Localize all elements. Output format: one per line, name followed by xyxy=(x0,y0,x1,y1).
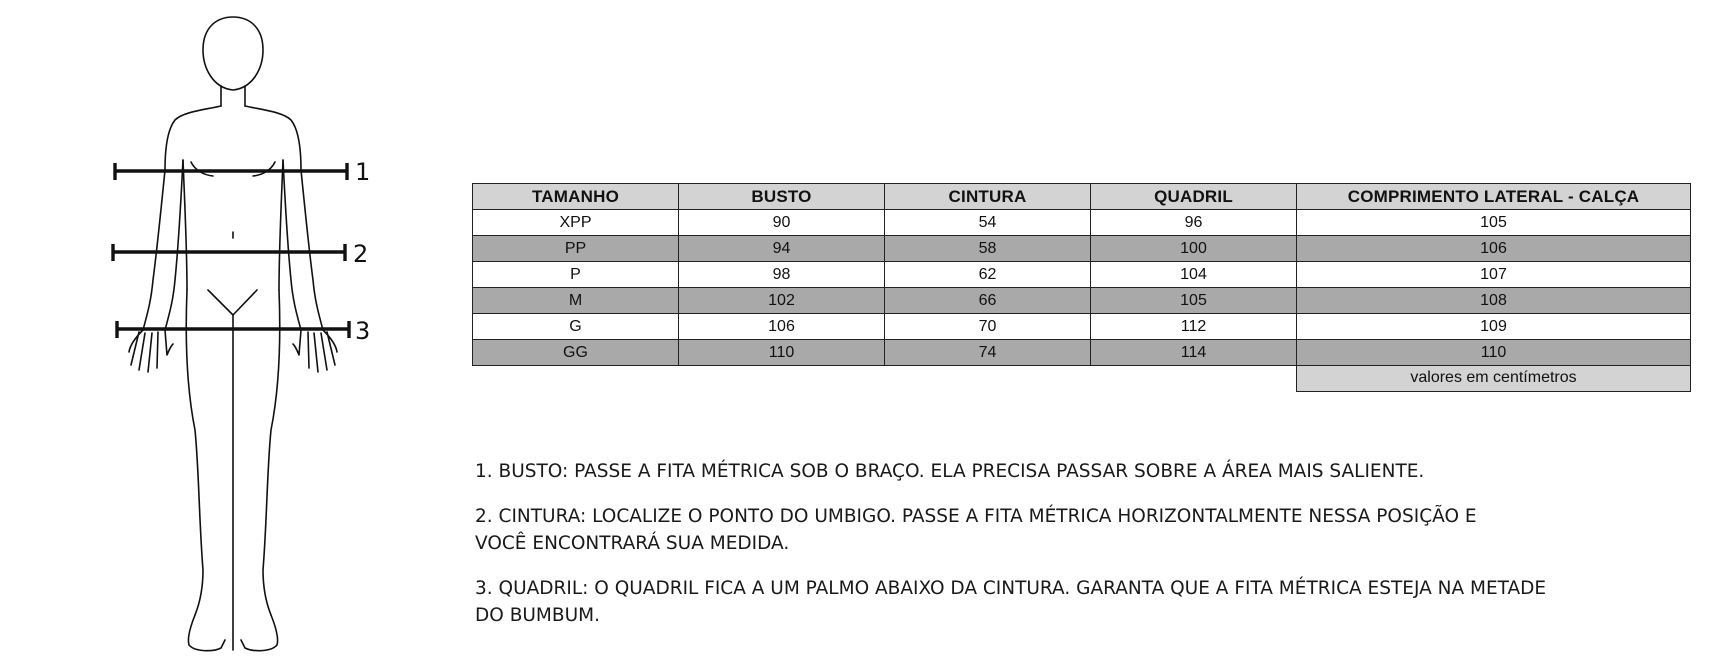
size-table xyxy=(472,183,1691,392)
cell-bust: 90 xyxy=(679,210,885,236)
cell-length: 107 xyxy=(1297,262,1691,288)
body-measurement-figure xyxy=(95,10,375,660)
header-tamanho: TAMANHO xyxy=(473,184,679,210)
instruction-bust: 1. BUSTO: PASSE A FITA MÉTRICA SOB O BRAÇO. ELA PRECISA PASSAR SOBRE A ÁREA MAIS SALIENTE. xyxy=(475,461,1425,482)
measurement-instructions xyxy=(475,458,1595,647)
cell-length: 106 xyxy=(1297,236,1691,262)
cell-size: XPP xyxy=(473,210,679,236)
table-row xyxy=(473,340,1691,366)
cell-hip: 112 xyxy=(1091,314,1297,340)
cell-waist: 62 xyxy=(885,262,1091,288)
cell-size: PP xyxy=(473,236,679,262)
cell-length: 105 xyxy=(1297,210,1691,236)
body-outline xyxy=(129,17,337,651)
header-quadril: QUADRIL xyxy=(1091,184,1297,210)
header-busto: BUSTO xyxy=(679,184,885,210)
table-row xyxy=(473,288,1691,314)
header-cintura: CINTURA xyxy=(885,184,1091,210)
marker-2: 2 xyxy=(353,240,369,268)
cell-bust: 94 xyxy=(679,236,885,262)
table-row xyxy=(473,262,1691,288)
marker-1: 1 xyxy=(355,158,371,186)
cell-bust: 110 xyxy=(679,340,885,366)
cell-waist: 66 xyxy=(885,288,1091,314)
table-row xyxy=(473,210,1691,236)
cell-hip: 114 xyxy=(1091,340,1297,366)
cell-bust: 102 xyxy=(679,288,885,314)
cell-length: 108 xyxy=(1297,288,1691,314)
cell-bust: 98 xyxy=(679,262,885,288)
note-spacer xyxy=(473,366,1297,392)
cell-hip: 104 xyxy=(1091,262,1297,288)
cell-size: G xyxy=(473,314,679,340)
table-header-row xyxy=(473,184,1691,210)
cell-waist: 54 xyxy=(885,210,1091,236)
header-comprimento: COMPRIMENTO LATERAL - CALÇA xyxy=(1297,184,1691,210)
cell-hip: 105 xyxy=(1091,288,1297,314)
cell-size: M xyxy=(473,288,679,314)
table-row xyxy=(473,314,1691,340)
cell-bust: 106 xyxy=(679,314,885,340)
instruction-waist: 2. CINTURA: LOCALIZE O PONTO DO UMBIGO. PASSE A FITA MÉTRICA HORIZONTALMENTE NESSA POSIÇÃO E VOCÊ ENCONTRARÁ SUA MEDIDA. xyxy=(475,506,1477,554)
cell-waist: 58 xyxy=(885,236,1091,262)
cell-waist: 70 xyxy=(885,314,1091,340)
cell-size: GG xyxy=(473,340,679,366)
cell-length: 109 xyxy=(1297,314,1691,340)
table-row xyxy=(473,236,1691,262)
table-note-row xyxy=(473,366,1691,392)
cell-waist: 74 xyxy=(885,340,1091,366)
instruction-hip: 3. QUADRIL: O QUADRIL FICA A UM PALMO ABAIXO DA CINTURA. GARANTA QUE A FITA MÉTRICA ESTEJA NA METADE DO BUMBUM. xyxy=(475,578,1547,626)
cell-length: 110 xyxy=(1297,340,1691,366)
marker-3: 3 xyxy=(355,317,371,345)
units-note: valores em centímetros xyxy=(1297,366,1691,392)
cell-hip: 100 xyxy=(1091,236,1297,262)
cell-size: P xyxy=(473,262,679,288)
cell-hip: 96 xyxy=(1091,210,1297,236)
